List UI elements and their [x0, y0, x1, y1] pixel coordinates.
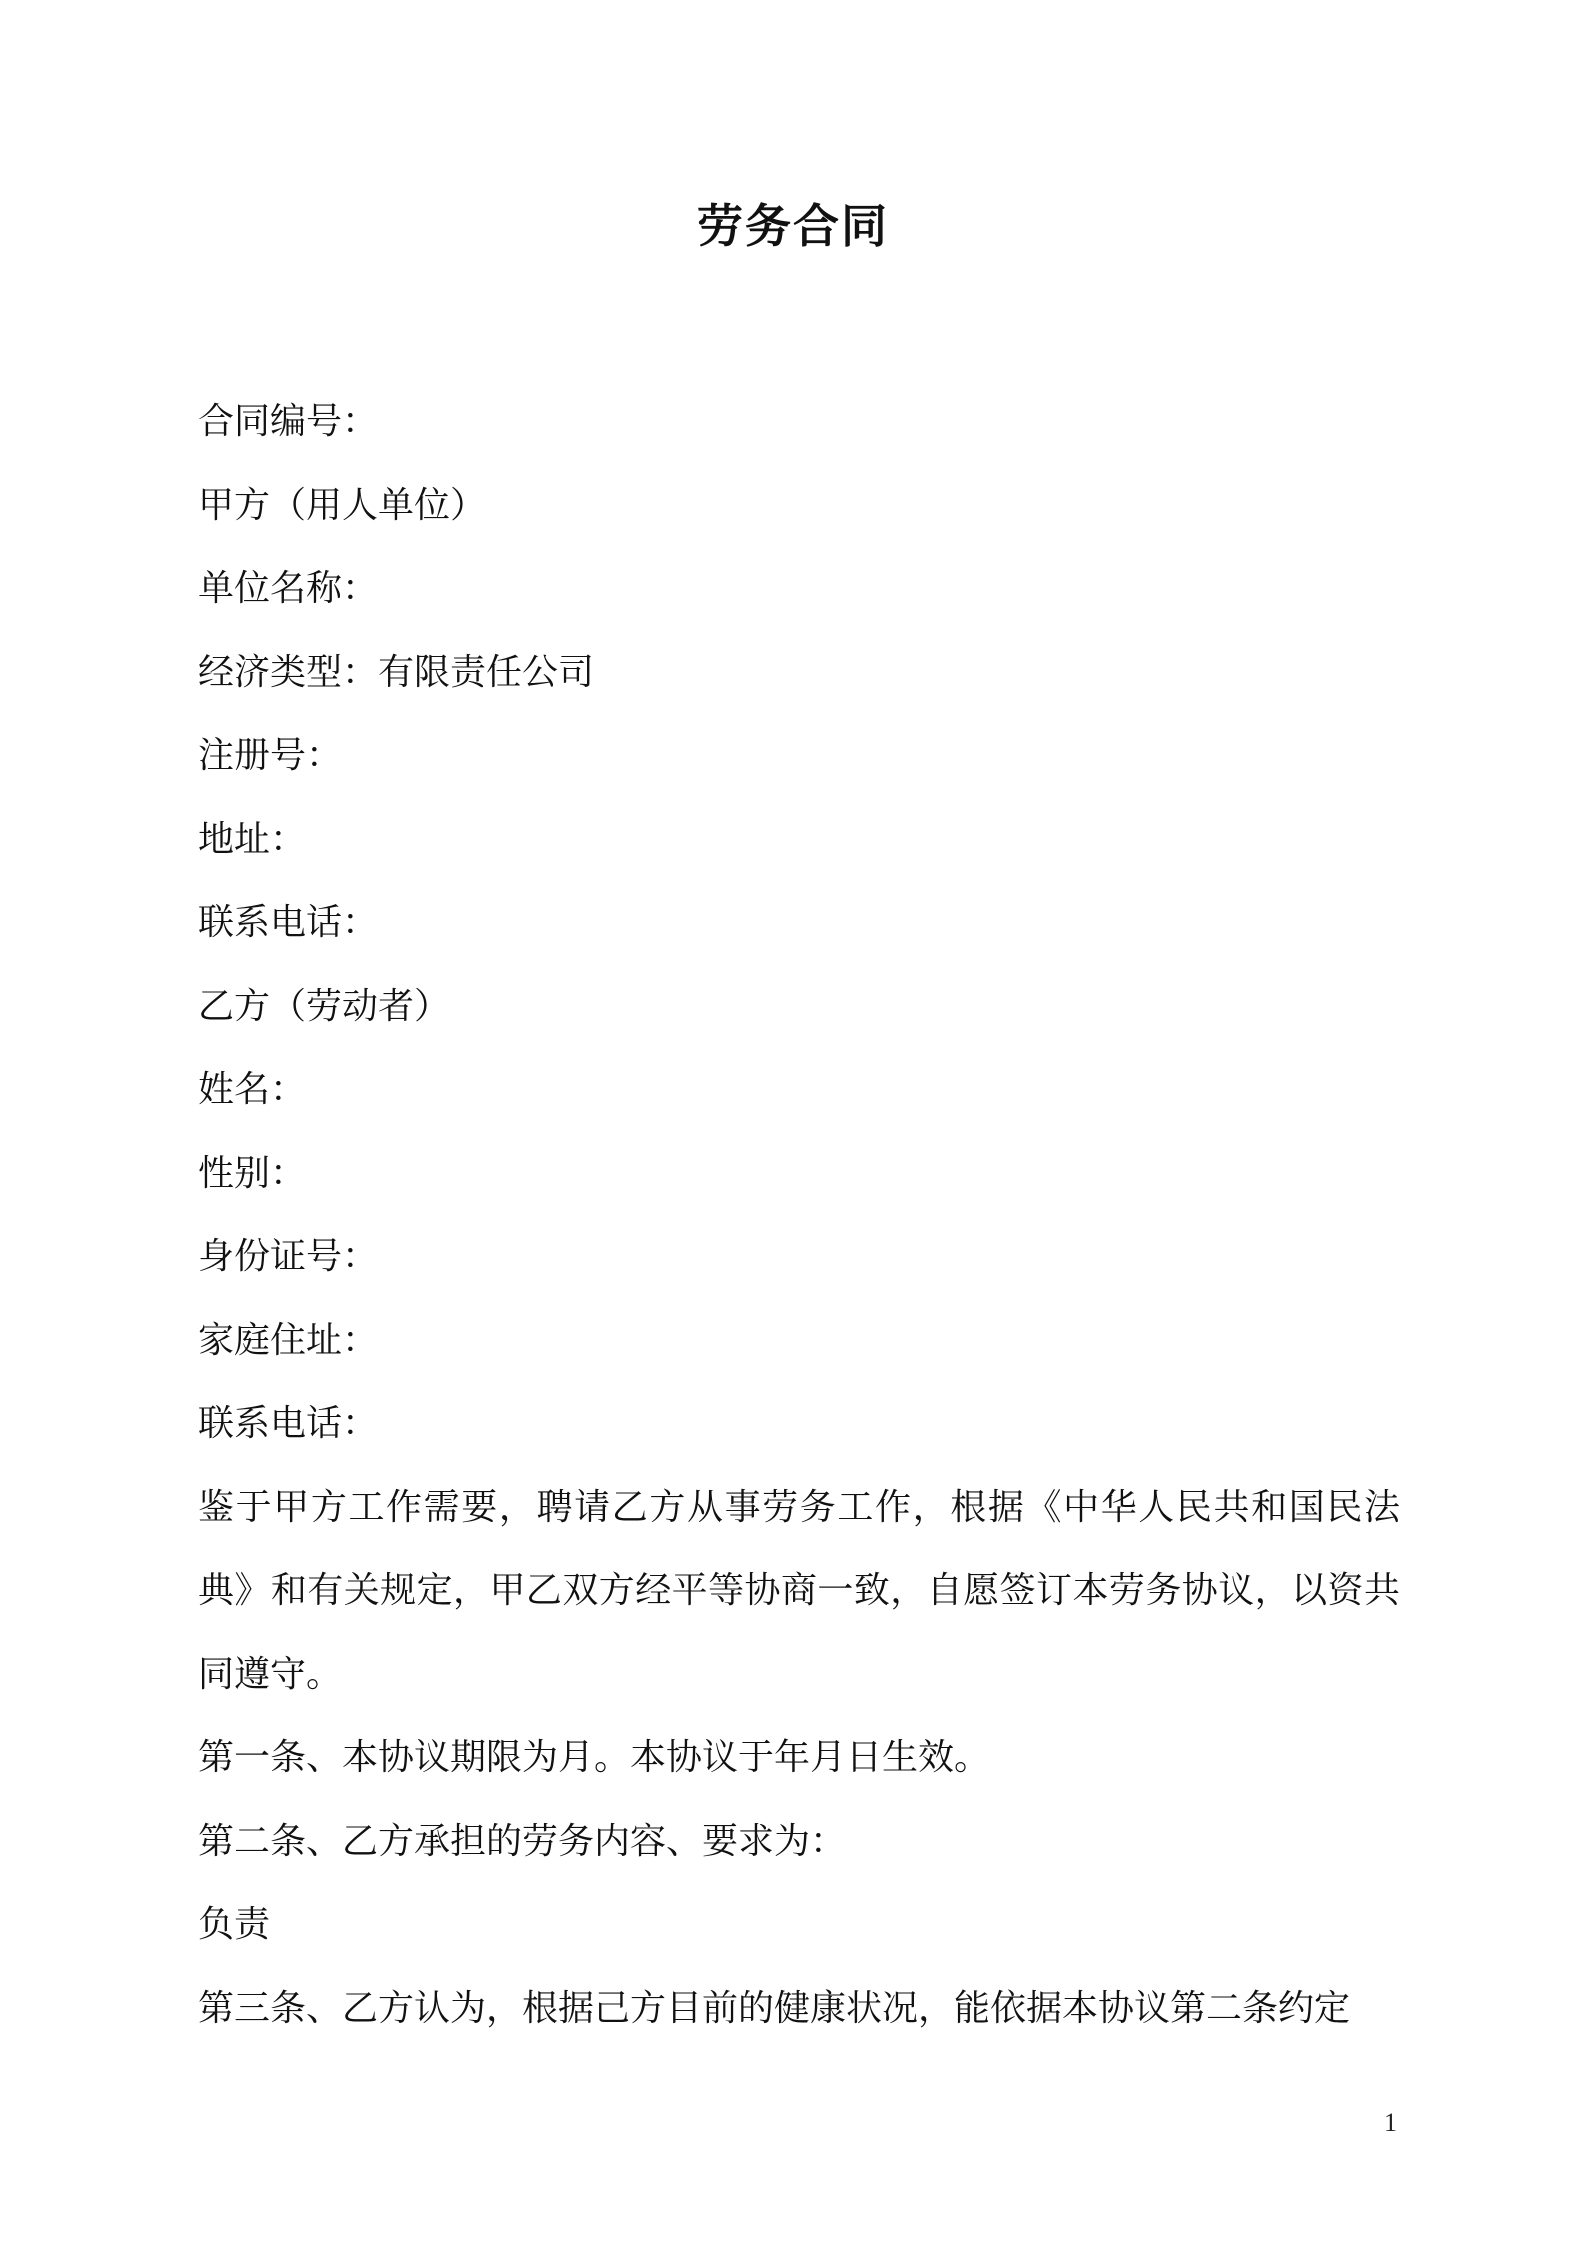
contract-number-label: 合同编号：: [198, 401, 379, 442]
home-address-label: 家庭住址：: [198, 1319, 379, 1361]
document-title: 劳务合同: [697, 199, 889, 253]
economic-type-line: 经济类型：有限责任公司: [198, 651, 595, 693]
document-body: [198, 380, 1400, 2050]
article-2: 第二条、乙方承担的劳务内容、要求为：: [198, 1820, 847, 1862]
article-2-detail: 负责: [198, 1904, 271, 1945]
company-name-label: 单位名称：: [198, 568, 379, 609]
id-number-label: 身份证号：: [198, 1236, 379, 1277]
article-1: 第一条、本协议期限为月。本协议于年月日生效。: [198, 1737, 991, 1778]
registration-number-label: 注册号：: [198, 735, 343, 776]
party-a-heading: 甲方（用人单位）: [198, 484, 487, 526]
preamble-paragraph: 鉴于甲方工作需要，聘请乙方从事劳务工作，根据《中华人民共和国民法典》和有关规定，甲乙双方经平等协商一致，自愿签订本劳务协议，以资共同遵守。: [198, 1486, 1400, 1695]
name-label: 姓名：: [198, 1069, 307, 1110]
party-b-phone-label: 联系电话：: [198, 1403, 379, 1444]
gender-label: 性别：: [198, 1152, 307, 1194]
page-number: 1: [1384, 2108, 1397, 2137]
party-b-heading: 乙方（劳动者）: [198, 985, 451, 1027]
party-a-phone-label: 联系电话：: [198, 902, 379, 943]
address-label: 地址：: [198, 818, 307, 860]
article-3: 第三条、乙方认为，根据己方目前的健康状况，能依据本协议第二条约定: [198, 1987, 1351, 2029]
